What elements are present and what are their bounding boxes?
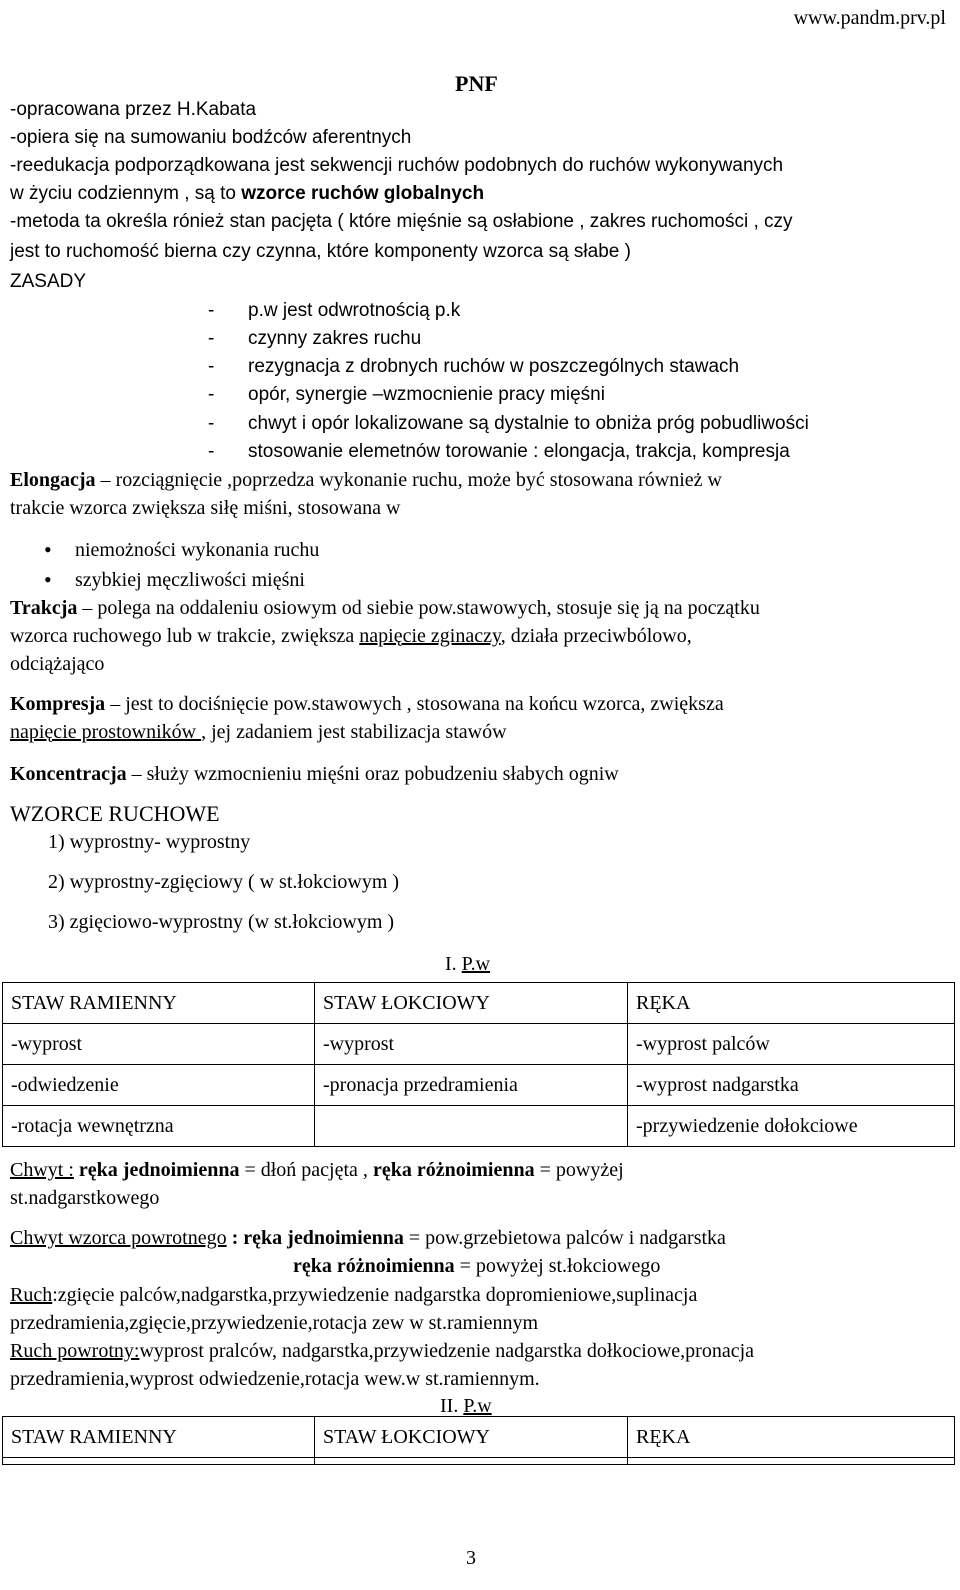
dash-marker: -	[208, 300, 215, 321]
trakcja-line-1	[10, 594, 760, 622]
section-1-table	[2, 982, 955, 1147]
koncentracja-line	[10, 760, 619, 788]
trakcja-line-2-start: wzorca ruchowego lub w trakcie, zwiększa	[10, 625, 360, 647]
chwyt-label: Chwyt :	[10, 1159, 74, 1181]
intro-line-4-bold: wzorce ruchów globalnych	[241, 183, 485, 204]
chwyt-bold-1: ręka jednoimienna	[73, 1159, 240, 1181]
chwyt-text-2: = powyżej	[534, 1159, 624, 1181]
intro-line-1: -opracowana przez H.Kabata	[10, 99, 257, 120]
chwyt-line-2: st.nadgarstkowego	[10, 1187, 160, 1209]
wzorce-item: 1) wyprostny- wyprostny	[48, 831, 251, 853]
elongacja-line-1	[10, 466, 722, 494]
wzorce-item: 3) zgięciowo-wyprostny (w st.łokciowym )	[48, 911, 395, 933]
trakcja-line-1-text: – polega na oddaleniu osiowym od siebie pow.stawowych, stosuje się ją na początku	[77, 597, 760, 619]
table-header-cell: STAW RAMIENNY	[3, 1417, 315, 1458]
table-cell: -wyprost	[315, 1024, 628, 1065]
section-2-table	[2, 1416, 955, 1465]
intro-line-2: -opiera się na sumowaniu bodźców aferentnych	[10, 127, 412, 148]
chwyt-powrotny-text-1: = pow.grzebietowa palców i nadgarstka	[403, 1227, 726, 1249]
table-header-row	[3, 1417, 955, 1458]
koncentracja-text: – służy wzmocnieniu mięśni oraz pobudzeniu słabych ogniw	[126, 763, 619, 785]
chwyt-powrotny-line-2	[293, 1252, 660, 1280]
zasady-item-text: chwyt i opór lokalizowane są dystalnie to obniża próg pobudliwości	[248, 413, 809, 434]
ruch-powrotny-label: Ruch powrotny:	[10, 1340, 140, 1362]
table-header-cell: STAW ŁOKCIOWY	[315, 1417, 628, 1458]
table-cell: -odwiedzenie	[3, 1065, 315, 1106]
trakcja-line-2-end: , działa przeciwbólowo,	[500, 625, 692, 647]
elongacja-line-1-text: – rozciągnięcie ,poprzedza wykonanie ruchu, może być stosowana również w	[95, 469, 722, 491]
elongacja-bullet: • niemożności wykonania ruchu	[75, 536, 319, 564]
trakcja-line-2	[10, 622, 692, 650]
chwyt-text-1: = dłoń pacjęta ,	[239, 1159, 373, 1181]
kompresja-line-1	[10, 690, 724, 718]
table-row	[3, 1458, 955, 1465]
table-header-cell: STAW RAMIENNY	[3, 983, 315, 1024]
chwyt-powrotny-label: Chwyt wzorca powrotnego	[10, 1227, 227, 1249]
chwyt-powrotny-bold-2: ręka różnoimienna	[293, 1255, 455, 1277]
page-number: 3	[466, 1547, 476, 1569]
zasady-item-text: opór, synergie –wzmocnienie pracy mięśni	[248, 384, 605, 405]
table-cell	[315, 1458, 628, 1465]
elongacja-bullet: • szybkiej męczliwości mięśni	[75, 566, 305, 594]
table-cell	[628, 1458, 955, 1465]
koncentracja-term: Koncentracja	[10, 763, 127, 785]
chwyt-bold-2: ręka różnoimienna	[372, 1159, 535, 1181]
zasady-item-text: stosowanie elemetnów torowanie : elongacja, trakcja, kompresja	[248, 441, 790, 462]
dash-marker: -	[208, 441, 215, 462]
trakcja-underlined-term: napięcie zginaczy	[359, 625, 501, 647]
table-cell: -przywiedzenie dołokciowe	[628, 1106, 955, 1147]
table-cell: -wyprost palców	[628, 1024, 955, 1065]
kompresja-line-2-end: , jej zadaniem jest stabilizacja stawów	[201, 721, 507, 743]
table-header-cell: RĘKA	[628, 983, 955, 1024]
kompresja-line-1-text: – jest to dociśnięcie pow.stawowych , stosowana na końcu wzorca, zwiększa	[105, 693, 724, 715]
page-title: PNF	[455, 71, 498, 96]
wzorce-item: 2) wyprostny-zgięciowy ( w st.łokciowym )	[48, 871, 400, 893]
ruch-line-1-text: :zgięcie palców,nadgarstka,przywiedzenie nadgarstka dopromieniowe,suplinacja	[52, 1284, 698, 1306]
section-1-heading-abbrev: P.w	[461, 953, 491, 975]
table-cell	[3, 1458, 315, 1465]
table-header-row	[3, 983, 955, 1024]
ruch-powrotny-line-2: przedramienia,wyprost odwiedzenie,rotacja wew.w st.ramiennym.	[10, 1368, 540, 1390]
ruch-line-1	[10, 1281, 697, 1309]
zasady-item-text: p.w jest odwrotnością p.k	[248, 300, 461, 321]
zasady-item-text: czynny zakres ruchu	[248, 328, 422, 349]
table-cell: -wyprost	[3, 1024, 315, 1065]
wzorce-heading: WZORCE RUCHOWE	[10, 801, 220, 826]
ruch-powrotny-line-1-text: wyprost pralców, nadgarstka,przywiedzenie nadgarstka dołkociowe,pronacja	[139, 1340, 755, 1362]
intro-line-6: jest to ruchomość bierna czy czynna, które komponenty wzorca są słabe )	[10, 241, 631, 262]
table-row	[3, 1106, 955, 1147]
table-cell: -rotacja wewnętrzna	[3, 1106, 315, 1147]
section-1-heading-prefix: I.	[445, 953, 462, 975]
zasady-heading: ZASADY	[10, 271, 87, 292]
table-cell: -wyprost nadgarstka	[628, 1065, 955, 1106]
dash-marker: -	[208, 413, 215, 434]
table-cell	[315, 1106, 628, 1147]
kompresja-line-2	[10, 718, 507, 746]
intro-line-4-text: w życiu codziennym , są to	[10, 183, 242, 204]
kompresja-underlined-term: napięcie prostowników	[10, 721, 202, 743]
table-row	[3, 1024, 955, 1065]
section-2-heading-prefix: II.	[440, 1395, 464, 1417]
chwyt-powrotny-line-1	[10, 1224, 726, 1252]
zasady-item-text: rezygnacja z drobnych ruchów w poszczególnych stawach	[248, 356, 740, 377]
site-url: www.pandm.prv.pl	[793, 7, 946, 29]
chwyt-powrotny-text-2: = powyżej st.łokciowego	[454, 1255, 661, 1277]
chwyt-powrotny-bold-1: : ręka jednoimienna	[226, 1227, 404, 1249]
dash-marker: -	[208, 356, 215, 377]
ruch-powrotny-line-1	[10, 1337, 754, 1365]
intro-line-5: -metoda ta określa rónież stan pacjęta ( które mięśnie są osłabione , zakres ruchomości , czy	[10, 211, 793, 232]
intro-line-3: -reedukacja podporządkowana jest sekwencji ruchów podobnych do ruchów wykonywanych	[10, 155, 784, 176]
dash-marker: -	[208, 328, 215, 349]
section-1-heading	[445, 950, 490, 978]
ruch-line-2: przedramienia,zgięcie,przywiedzenie,rotacja zew w st.ramiennym	[10, 1312, 539, 1334]
elongacja-term: Elongacja	[10, 469, 96, 491]
elongacja-line-2: trakcie wzorca zwiększa siłę miśni, stosowana w	[10, 497, 401, 519]
table-cell: -pronacja przedramienia	[315, 1065, 628, 1106]
table-header-cell: STAW ŁOKCIOWY	[315, 983, 628, 1024]
trakcja-line-3: odciążająco	[10, 653, 105, 675]
dash-marker: -	[208, 384, 215, 405]
section-2-heading-abbrev: P.w	[463, 1395, 492, 1417]
table-header-cell: RĘKA	[628, 1417, 955, 1458]
intro-line-4	[10, 180, 484, 208]
trakcja-term: Trakcja	[10, 597, 78, 619]
ruch-label: Ruch	[10, 1284, 53, 1306]
chwyt-line-1	[10, 1156, 624, 1184]
table-row	[3, 1065, 955, 1106]
kompresja-term: Kompresja	[10, 693, 106, 715]
